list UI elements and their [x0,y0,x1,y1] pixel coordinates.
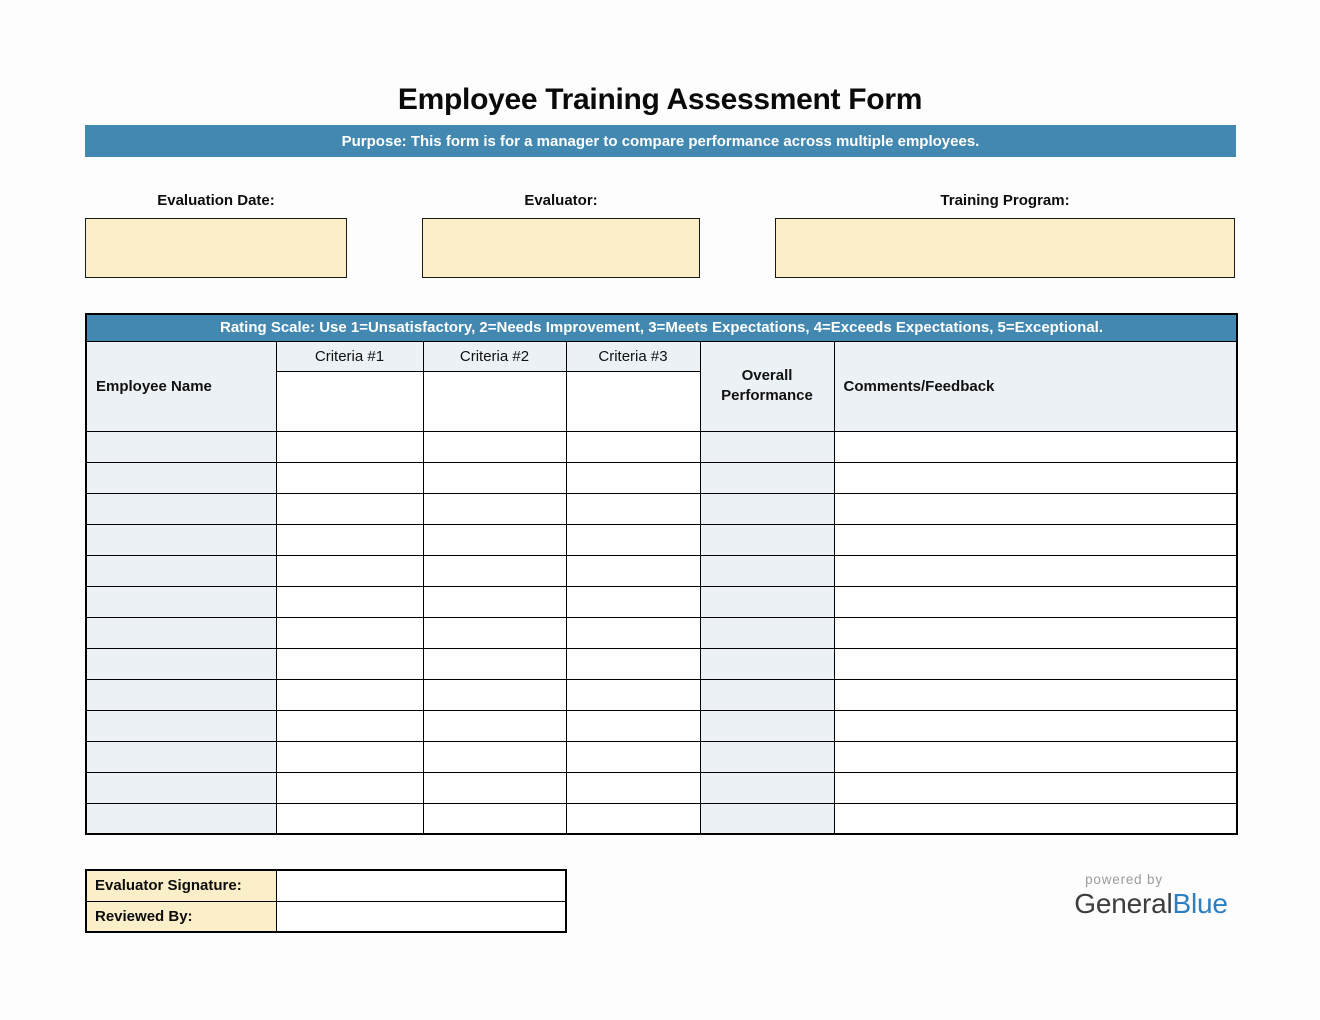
criteria-3-cell[interactable] [566,741,700,772]
evaluator-signature-field[interactable] [276,870,566,901]
table-row [86,462,1237,493]
table-header-row [86,341,1237,371]
criteria-2-cell[interactable] [423,741,566,772]
overall-performance-cell[interactable] [700,431,834,462]
criteria-3-cell[interactable] [566,710,700,741]
comments-feedback-cell[interactable] [834,679,1237,710]
comments-feedback-cell[interactable] [834,524,1237,555]
criteria-2-cell[interactable] [423,648,566,679]
criteria-1-cell[interactable] [276,462,423,493]
employee-name-cell[interactable] [86,803,276,834]
criteria-1-cell[interactable] [276,555,423,586]
criteria-3-cell[interactable] [566,648,700,679]
table-row [86,524,1237,555]
employee-name-cell[interactable] [86,772,276,803]
brand-general-text: General [1074,888,1173,919]
evaluator-field[interactable] [422,218,700,278]
rating-scale-banner: Rating Scale: Use 1=Unsatisfactory, 2=Needs Improvement, 3=Meets Expectations, 4=Exceeds Expectations, 5=Exceptional. [86,314,1237,341]
purpose-banner-text: Purpose: This form is for a manager to compare performance across multiple employees. [341,132,980,150]
employee-name-cell[interactable] [86,617,276,648]
criteria-3-cell[interactable] [566,555,700,586]
criteria-2-name-cell[interactable] [423,371,566,431]
criteria-1-name-cell[interactable] [276,371,423,431]
table-row [86,431,1237,462]
criteria-1-cell[interactable] [276,617,423,648]
comments-feedback-cell[interactable] [834,710,1237,741]
reviewed-by-label: Reviewed By: [86,901,276,932]
criteria-1-cell[interactable] [276,710,423,741]
overall-performance-cell[interactable] [700,462,834,493]
employee-name-cell[interactable] [86,679,276,710]
comments-feedback-cell[interactable] [834,431,1237,462]
employee-name-cell[interactable] [86,524,276,555]
criteria-1-cell[interactable] [276,493,423,524]
reviewed-by-row [86,901,566,932]
employee-name-cell[interactable] [86,431,276,462]
training-program-label: Training Program: [940,192,1070,209]
criteria-3-cell[interactable] [566,679,700,710]
evaluator-signature-row [86,870,566,901]
criteria-1-cell[interactable] [276,741,423,772]
criteria-3-cell[interactable] [566,431,700,462]
evaluation-date-field[interactable] [85,218,347,278]
criteria-2-cell[interactable] [423,586,566,617]
column-header-criteria-2: Criteria #2 [423,341,566,371]
criteria-1-cell[interactable] [276,803,423,834]
comments-feedback-cell[interactable] [834,462,1237,493]
criteria-3-cell[interactable] [566,617,700,648]
evaluator-label: Evaluator: [524,192,598,209]
comments-feedback-cell[interactable] [834,617,1237,648]
employee-name-cell[interactable] [86,648,276,679]
criteria-2-cell[interactable] [423,679,566,710]
signature-table [85,869,567,933]
evaluator-signature-label: Evaluator Signature: [86,870,276,901]
assessment-table [85,313,1238,835]
criteria-3-cell[interactable] [566,462,700,493]
employee-name-cell[interactable] [86,710,276,741]
criteria-2-cell[interactable] [423,493,566,524]
column-header-employee-name: Employee Name [86,341,276,431]
comments-feedback-cell[interactable] [834,586,1237,617]
criteria-2-cell[interactable] [423,617,566,648]
criteria-1-cell[interactable] [276,524,423,555]
comments-feedback-cell[interactable] [834,741,1237,772]
criteria-3-cell[interactable] [566,493,700,524]
employee-name-cell[interactable] [86,462,276,493]
overall-performance-cell[interactable] [700,741,834,772]
criteria-1-cell[interactable] [276,772,423,803]
employee-name-cell[interactable] [86,586,276,617]
comments-feedback-cell[interactable] [834,648,1237,679]
criteria-1-cell[interactable] [276,431,423,462]
table-row [86,493,1237,524]
overall-performance-cell[interactable] [700,710,834,741]
rating-scale-banner-row [86,314,1237,341]
table-row [86,710,1237,741]
overall-performance-cell[interactable] [700,524,834,555]
general-blue-logo [1070,872,1232,920]
purpose-banner [85,125,1236,157]
table-row [86,555,1237,586]
criteria-2-cell[interactable] [423,524,566,555]
column-header-criteria-1: Criteria #1 [276,341,423,371]
overall-performance-cell[interactable] [700,493,834,524]
powered-by-text: powered by [1085,872,1163,887]
table-row [86,586,1237,617]
page-title: Employee Training Assessment Form [397,83,923,116]
table-row [86,772,1237,803]
table-row [86,617,1237,648]
criteria-2-cell[interactable] [423,710,566,741]
column-header-comments-feedback: Comments/Feedback [834,341,1237,431]
brand-blue-text: Blue [1172,888,1228,919]
criteria-1-cell[interactable] [276,679,423,710]
table-row [86,648,1237,679]
rating-table-body [86,431,1237,834]
comments-feedback-cell[interactable] [834,803,1237,834]
criteria-2-cell[interactable] [423,555,566,586]
table-row [86,741,1237,772]
overall-performance-cell[interactable] [700,679,834,710]
criteria-3-cell[interactable] [566,524,700,555]
overall-performance-cell[interactable] [700,586,834,617]
reviewed-by-field[interactable] [276,901,566,932]
column-header-overall-performance: Overall Performance [700,341,834,431]
table-row [86,679,1237,710]
overall-performance-cell[interactable] [700,555,834,586]
employee-name-cell[interactable] [86,741,276,772]
comments-feedback-cell[interactable] [834,493,1237,524]
overall-performance-cell[interactable] [700,617,834,648]
criteria-2-cell[interactable] [423,772,566,803]
comments-feedback-cell[interactable] [834,555,1237,586]
criteria-2-cell[interactable] [423,431,566,462]
training-program-field[interactable] [775,218,1235,278]
overall-performance-cell[interactable] [700,648,834,679]
evaluation-date-label: Evaluation Date: [157,192,275,209]
column-header-criteria-3: Criteria #3 [566,341,700,371]
criteria-3-cell[interactable] [566,586,700,617]
criteria-3-cell[interactable] [566,803,700,834]
employee-name-cell[interactable] [86,555,276,586]
comments-feedback-cell[interactable] [834,772,1237,803]
criteria-3-cell[interactable] [566,772,700,803]
criteria-2-cell[interactable] [423,462,566,493]
criteria-1-cell[interactable] [276,586,423,617]
brand-wordmark [1074,888,1227,919]
employee-name-cell[interactable] [86,493,276,524]
criteria-3-name-cell[interactable] [566,371,700,431]
overall-performance-cell[interactable] [700,803,834,834]
criteria-2-cell[interactable] [423,803,566,834]
overall-performance-cell[interactable] [700,772,834,803]
table-row [86,803,1237,834]
criteria-1-cell[interactable] [276,648,423,679]
